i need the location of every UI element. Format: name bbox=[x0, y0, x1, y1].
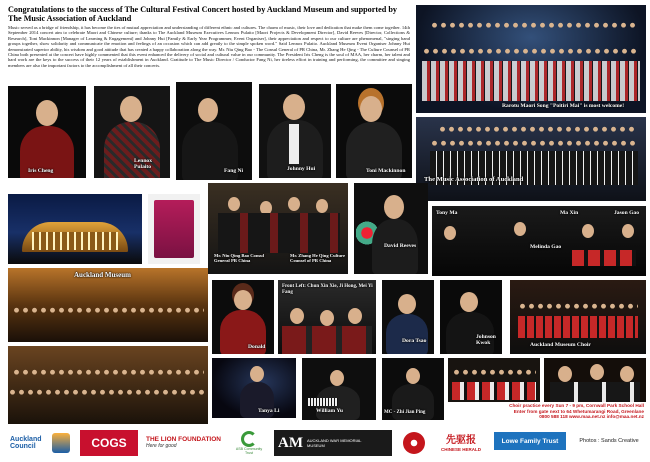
photo-auckland-museum bbox=[8, 194, 142, 264]
portrait-head bbox=[120, 96, 142, 122]
auckland-museum-logo bbox=[274, 430, 392, 456]
caption-william: William Yu bbox=[316, 408, 343, 414]
caption-tanya: Tanya Li bbox=[258, 408, 280, 414]
trio-head-1 bbox=[290, 308, 304, 324]
caption-maori-song: Rarotu Maori Song "Poitiri Mai" is most welcome! bbox=[502, 103, 625, 109]
photo-credit bbox=[572, 432, 646, 450]
portrait-head bbox=[234, 290, 252, 310]
photo-maori-song bbox=[416, 5, 646, 113]
caption-david: David Reeves bbox=[384, 243, 417, 249]
consul-head-1 bbox=[228, 197, 240, 211]
lowe-text: Lowe Family Trust bbox=[501, 437, 559, 445]
photo-credit-text: Photos : Sands Creative bbox=[579, 438, 639, 444]
group-clothes bbox=[452, 382, 536, 400]
lion-foundation-logo bbox=[146, 430, 226, 456]
photo-audience bbox=[8, 346, 208, 424]
contact-line-2: Enter from gate next to 64 Whetumarangi Road, Greenlane bbox=[513, 408, 644, 414]
portrait-head bbox=[398, 294, 416, 314]
photo-group-small-2 bbox=[544, 358, 646, 402]
caption-johnson: Johnson Kwok bbox=[476, 334, 496, 347]
portrait-head bbox=[330, 370, 344, 386]
photo-iris-cheng bbox=[8, 86, 86, 178]
caption-front-left: Front Left: Chun Xin Xie, Ji Hong, Mei Yi Fang bbox=[282, 284, 373, 295]
photo-consuls bbox=[208, 183, 348, 274]
caption-iris: Iris Cheng bbox=[28, 168, 54, 174]
photo-johnny-hui bbox=[259, 84, 331, 178]
shirt bbox=[289, 124, 299, 164]
lion-sub-text: Here for good bbox=[146, 443, 177, 449]
photo-instrumentalists bbox=[432, 206, 646, 276]
choir-robes bbox=[422, 61, 640, 101]
article-body: Music served as a bridge of friendship, it has become the ties of mutual appreciation and understanding of different ethnic and cultures. The charm of music, their love and dedication that make them come together. 14th September 2014 concert aim to celebrate Maori and Chinese culture; thanks to The Auckland Museum Executives Lennox Pulaito [Maori Projects & Development Director], David Reeves [Director, Collections & Research], Toni Mackinnon [Manager of Learning & Engagement] and Johnny Hui [Family & Early Year Programmer, Event Organiser], their appreciation and respect to our culture are phenomenal, "singing band groups together, show solidarity and communicate the emotion and feelings of an occasion which can add greatly to the simple spoken word." Said Lennox Pulaito. Auckland Museum Event Organiser Johnny Hui demonstrated superior ability, his wisdom and good attitude that has created a happy collaboration along the way. Mr. Niu Qing Bao - The Consul General of PR China, Mr. Zhang He Qing - The Culture Counsel of PR China both presented at the concert have highly commented that this event enhanced the delivery of social and cultural value in our community. The President Iris Cheng is the soul of MAA, her charm, her talent and hard work are the keys to the success of their 12 years of establishment in Auckland. Gratitude to The Music Director / Conductor Fang Ni, her tireless effort in training and performing, the committee and singing members are also the important factors to the accomplishment of all their concerts. bbox=[8, 25, 410, 68]
caption-dora: Dora Tsao bbox=[402, 338, 427, 344]
museum-choir-robes bbox=[518, 316, 638, 338]
caption-zhi: MC - Zhi Jian Ping bbox=[384, 410, 426, 415]
portrait-body bbox=[446, 312, 494, 354]
contact-line-1: Choir practice every Sun 7 - 9 pm, Cornwall Park School Hall bbox=[509, 403, 644, 408]
lowe-family-trust-logo bbox=[494, 432, 566, 450]
cogs-logo bbox=[80, 430, 138, 456]
photo-tanya-li bbox=[212, 358, 296, 418]
portrait-body bbox=[386, 314, 428, 354]
caption-melinda: Melinda Gao bbox=[530, 244, 562, 250]
red-emblem-icon bbox=[403, 432, 425, 454]
photo-museum-hall bbox=[8, 268, 208, 342]
caption-museum: Auckland Museum bbox=[74, 271, 131, 279]
portrait-head bbox=[198, 98, 218, 122]
photo-johnson-kwok bbox=[440, 280, 502, 354]
guest-head-2 bbox=[590, 364, 604, 380]
photo-toni-mackinnon bbox=[336, 84, 412, 178]
caption-consul-left: Mr. Niu Qing Bao Consul General PR China bbox=[214, 253, 264, 263]
photo-lennox-pulaito bbox=[94, 86, 170, 178]
photo-fang-ni bbox=[176, 82, 252, 180]
herald-glyph: 先驱报 bbox=[446, 434, 476, 446]
photo-music-association bbox=[416, 117, 646, 201]
museum-columns bbox=[32, 232, 118, 250]
auckland-council-logo bbox=[10, 430, 74, 456]
photo-donald bbox=[212, 280, 274, 354]
player-head-2 bbox=[514, 222, 526, 236]
council-emblem-icon bbox=[52, 433, 70, 453]
am-sub-text: AUCKLAND WAR MEMORIAL MUSEUM bbox=[307, 438, 362, 448]
trio-head-2 bbox=[320, 310, 334, 326]
keyboard bbox=[308, 398, 338, 406]
sponsor-footer bbox=[0, 426, 650, 462]
player-head-1 bbox=[444, 226, 456, 240]
caption-ma-xin: Ma Xin bbox=[560, 210, 579, 216]
consul-head-4 bbox=[316, 199, 328, 213]
caption-jason: Jason Gao bbox=[614, 210, 640, 216]
photo-david-reeves bbox=[354, 183, 428, 274]
caption-museum-choir: Auckland Museum Choir bbox=[530, 342, 591, 348]
asb-swirl-icon bbox=[241, 431, 257, 447]
player-head-3 bbox=[582, 224, 594, 238]
photo-dora-tsao bbox=[382, 280, 434, 354]
photo-front-left bbox=[278, 280, 376, 354]
herald-text: CHINESE HERALD bbox=[440, 446, 481, 452]
trio-clothes bbox=[282, 326, 372, 354]
caption-donald: Donald bbox=[248, 344, 266, 350]
photo-concert-banner bbox=[148, 194, 200, 264]
cogs-text: COGS bbox=[91, 436, 127, 450]
portrait-head bbox=[360, 96, 382, 122]
guest-head-1 bbox=[558, 366, 572, 382]
auckland-council-text: Auckland Council bbox=[10, 436, 42, 450]
portrait-head bbox=[460, 292, 478, 312]
photo-group-small-1 bbox=[448, 358, 540, 402]
caption-consul-right: Mr. Zhang He Qing Culture Counsel of PR China bbox=[290, 253, 346, 263]
crowd-row bbox=[12, 306, 204, 336]
chinese-herald-logo bbox=[434, 430, 488, 456]
photo-zhi-jian-ping bbox=[382, 358, 444, 420]
caption-johnny: Johnny Hui bbox=[287, 166, 316, 172]
portrait-head bbox=[36, 100, 58, 126]
caption-maa: The Music Association of Auckland bbox=[424, 176, 524, 183]
lion-text: THE LION FOUNDATION bbox=[146, 436, 221, 443]
caption-lennox: Lennox Pulaito bbox=[134, 158, 153, 171]
drum-set bbox=[572, 250, 636, 266]
photo-william-yu bbox=[302, 358, 376, 420]
consul-suits bbox=[218, 213, 340, 253]
trio-head-3 bbox=[348, 308, 362, 324]
headline: Congratulations to the success of The Cultural Festival Concert hosted by Auckland Museum and supported by The Music Association of Auckland bbox=[8, 5, 398, 24]
portrait-head bbox=[283, 94, 305, 120]
portrait-head bbox=[384, 195, 404, 219]
player-head-4 bbox=[622, 224, 634, 238]
banner-graphic bbox=[154, 200, 194, 258]
am-text: AM bbox=[278, 434, 303, 451]
photo-museum-choir bbox=[510, 280, 646, 354]
contact-line-3[interactable]: 0800 588 118 www.maa.net.nz info@maa.net.nz bbox=[539, 414, 644, 420]
guest-head-3 bbox=[620, 366, 634, 382]
portrait-head bbox=[406, 368, 420, 384]
asb-text: ASB Community Trust bbox=[235, 447, 263, 455]
asb-trust-logo bbox=[232, 428, 266, 458]
portrait-head bbox=[250, 366, 264, 382]
contact-info bbox=[484, 403, 644, 420]
caption-tony: Tony Ma bbox=[436, 210, 458, 216]
guest-suits bbox=[550, 382, 640, 402]
consul-head-3 bbox=[288, 197, 300, 211]
audience-row-2 bbox=[8, 388, 208, 418]
caption-fang: Fang Ni bbox=[224, 168, 244, 174]
chinese-emblem-logo bbox=[400, 430, 428, 456]
caption-toni: Toni Mackinnon bbox=[366, 168, 406, 174]
